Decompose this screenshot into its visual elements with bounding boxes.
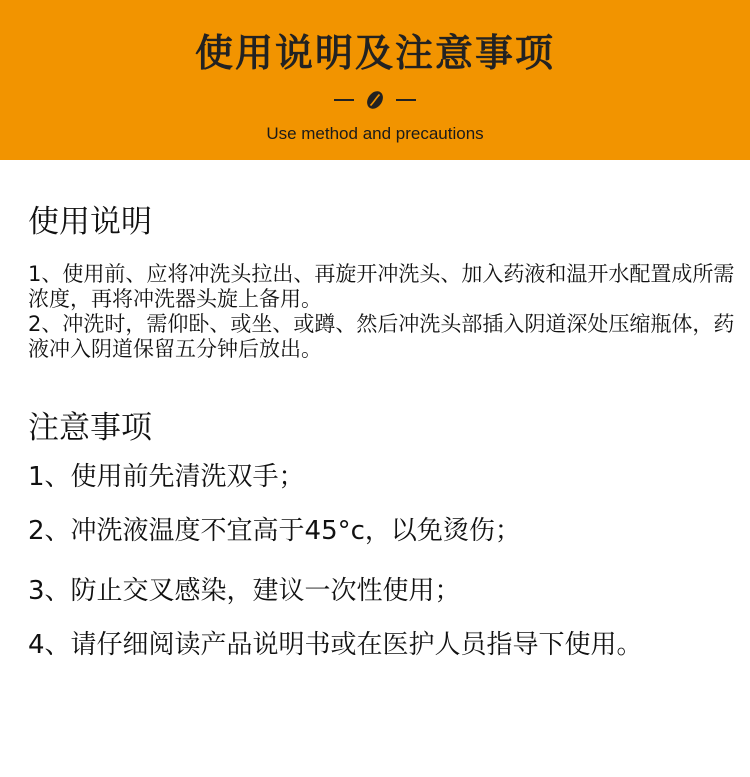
precaution-item: 4、请仔细阅读产品说明书或在医护人员指导下使用。 [28, 630, 643, 660]
usage-paragraph: 2、冲洗时，需仰卧、或坐、或蹲、然后冲洗头部插入阴道深处压缩瓶体，药液冲入阴道保留五分钟后放出。 [28, 312, 735, 361]
precautions-heading: 注意事项 [28, 410, 152, 446]
divider-dash-left [334, 99, 354, 101]
usage-paragraph: 1、使用前、应将冲洗头拉出、再旋开冲洗头、加入药液和温开水配置成所需浓度，再将冲洗器头旋上备用。 [28, 262, 735, 311]
banner-subtitle: Use method and precautions [266, 124, 484, 143]
usage-heading: 使用说明 [28, 204, 152, 240]
title-divider [0, 86, 750, 114]
header-banner [0, 0, 750, 160]
precaution-item: 3、防止交叉感染，建议一次性使用； [28, 576, 461, 606]
divider-dash-right [396, 99, 416, 101]
coffee-bean-icon [364, 89, 386, 111]
precaution-item: 2、冲洗液温度不宜高于45°c，以免烫伤； [28, 516, 521, 546]
usage-instructions [28, 262, 744, 362]
banner-title: 使用说明及注意事项 [194, 31, 555, 75]
precaution-item: 1、使用前先清洗双手； [28, 462, 305, 492]
